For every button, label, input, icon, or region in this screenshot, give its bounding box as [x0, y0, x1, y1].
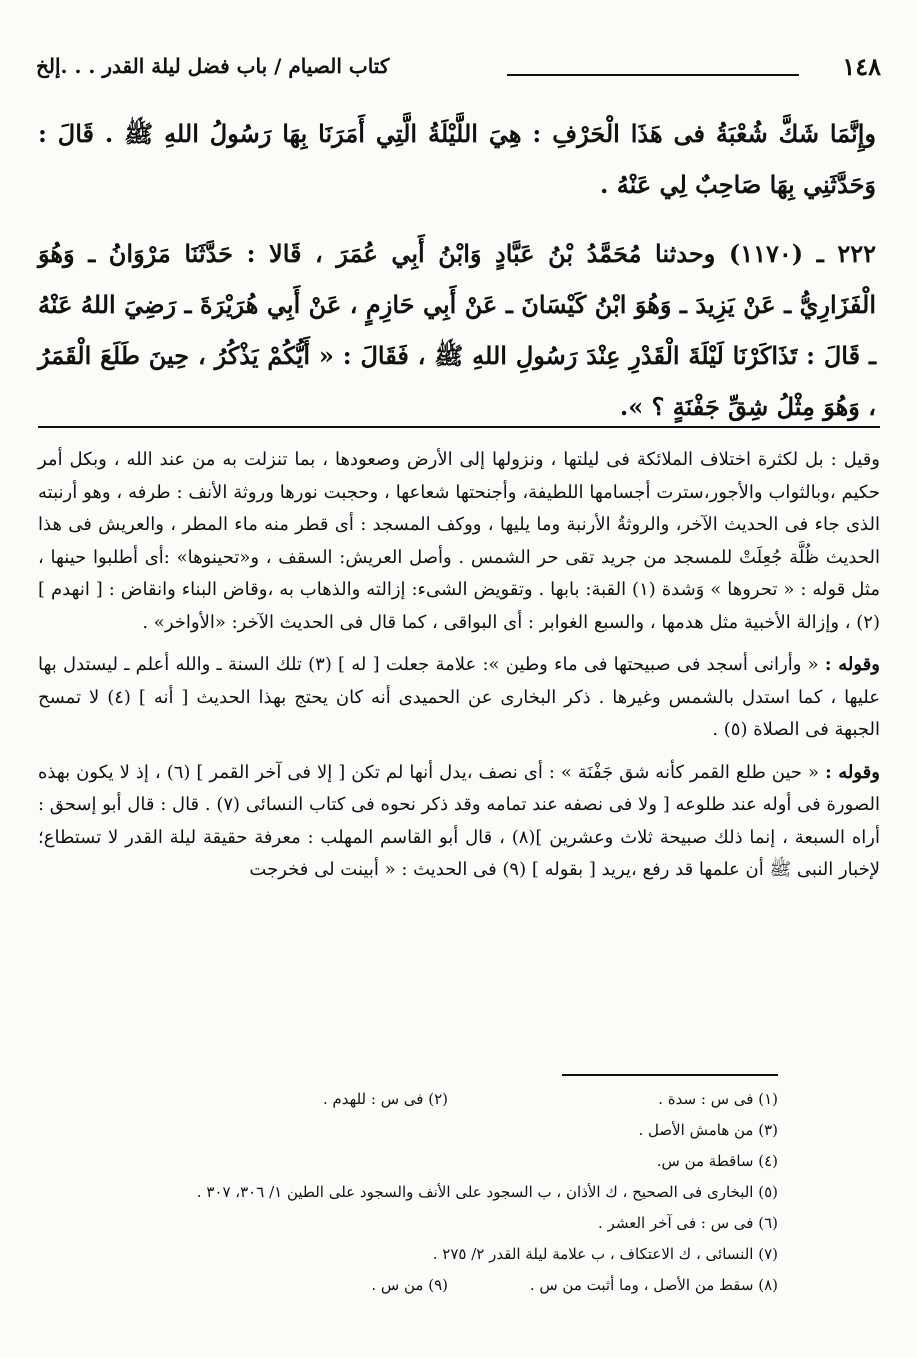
footnote: (٣) من هامش الأصل . [638, 1121, 778, 1139]
text-divider [38, 426, 880, 428]
header-rule [507, 74, 799, 76]
running-header [36, 52, 881, 92]
paragraph-body: « وأرانى أسجد فى صبيحتها فى ماء وطين »: علامة جعلت [ له ] (٣) تلك السنة ـ والله أعلم ـ ليستدل بها عليها ، كما استدل بالشمس وغيرها . ذكر البخارى عن الحميدى أنه كان يحتج بهذا الحديث [ أنه ] (٤) لا تمسح الجبهة فى الصلاة (٥) . [38, 654, 880, 740]
footnote-row [150, 1115, 778, 1146]
footnotes [150, 1084, 778, 1301]
footnote-divider [562, 1074, 778, 1076]
footnote-row [150, 1146, 778, 1177]
commentary-paragraph [38, 649, 880, 747]
footnote-row [150, 1177, 778, 1208]
paragraph-lead: وقوله : [824, 654, 880, 675]
paragraph-body: « حين طلع القمر كأنه شق جَفْنَة » : أى نصف ،يدل أنها لم تكن [ إلا فى آخر القمر ] (٦) ، إذ لا يكون بهذه الصورة فى أوله عند طلوعه [ ولا فى نصفه عند تمامه وقد ذكر نحوه فى كتاب النسائى (٧) . قال : قال أبو إسحق : أراه السبعة ، إنما ذلك صبيحة ثلاث وعشرين ](٨) ، قال أبو القاسم المهلب : معرفة حقيقة ليلة القدر لا تستطاع؛ لإخبار النبى ﷺ أن علمها قد رفع ،يريد [ بقوله ] (٩) فى الحديث : « أبينت لى فخرجت [38, 761, 880, 880]
footnote: (٩) من س . [371, 1276, 448, 1294]
page-number: ١٤٨ [842, 52, 881, 81]
footnote-row [150, 1239, 778, 1270]
hadith-text [38, 108, 876, 432]
running-title: كتاب الصيام / باب فضل ليلة القدر . . .إلخ [36, 54, 390, 78]
footnote: (٨) سقط من الأصل ، وما أثبت من س . [529, 1276, 778, 1294]
footnote: (٤) ساقطة من س. [656, 1152, 778, 1170]
footnote: (٥) البخارى فى الصحيح ، ك الأذان ، ب السجود على الأنف والسجود على الطين ١/ ٣٠٦، ٣٠٧ . [196, 1183, 778, 1201]
commentary-paragraph [38, 444, 880, 639]
footnote: (١) فى س : سدة . [658, 1090, 778, 1108]
footnote: (٧) النسائى ، ك الاعتكاف ، ب علامة ليلة القدر ٢/ ٢٧٥ . [432, 1245, 778, 1263]
footnote: (٦) فى س : فى آخر العشر . [598, 1214, 778, 1232]
paragraph-lead: وقوله : [825, 761, 880, 783]
hadith-continuation: وإِنَّمَا شَكَّ شُعْبَةُ فى هَذَا الْحَرْفِ : هِيَ اللَّيْلَةُ الَّتِي أَمَرَنَا بِهَا رَسُولُ اللهِ ﷺ . قَالَ : وَحَدَّثَنِي بِهَا صَاحِبٌ لِي عَنْهُ . [38, 119, 876, 199]
hadith-222: ٢٢٢ ـ (١١٧٠) وحدثنا مُحَمَّدُ بْنُ عَبَّادٍ وَابْنُ أَبِي عُمَرَ ، قَالا : حَدَّثَنَا مَرْوَانُ ـ وَهُوَ الْفَزَارِيُّ ـ عَنْ يَزِيدَ ـ وَهُوَ ابْنُ كَيْسَانَ ـ عَنْ أَبِي حَازِمٍ ، عَنْ أَبِي هُرَيْرَةَ ـ رَضِيَ اللهُ عَنْهُ ـ قَالَ : تَذَاكَرْنَا لَيْلَةَ الْقَدْرِ عِنْدَ رَسُولِ اللهِ ﷺ ، فَقَالَ : « أَيُّكُمْ يَذْكُرُ ، حِينَ طَلَعَ الْقَمَرُ ، وَهُوَ مِثْلُ شِقِّ جَفْنَةٍ ؟ ». [38, 239, 876, 421]
footnote-row [150, 1208, 778, 1239]
footnote-row [150, 1084, 778, 1115]
footnote-row [150, 1270, 778, 1301]
commentary-paragraph [38, 757, 880, 887]
paragraph-body: وقيل : بل لكثرة اختلاف الملائكة فى ليلتها ، ونزولها إلى الأرض وصعودها ، بما تنزلت به من عند الله ، وبكل أمر حكيم ،وبالثواب والأجور،سترت أجسامها اللطيفة، وأجنحتها شعاعها ، وحجبت نورها وروثة الأنف : طرفه ، وهو أرنبته الذى جاء فى الحديث الآخر، والروثةُ الأرنبة وما يليها ، ووكف المسجد : أى قطر منه ماء المطر ، والعريش فى هذا الحديث ظُلَّة جُعِلَتْ للمسجد من جريد تقى حر الشمس . وأصل العريش: السقف ، و«تحينوها» :أى أطلبوا حينها ، مثل قوله : « تحروها » وَشدة (١) القبة: بابها . وتقويض الشىء: إزالته والذهاب به ،وقاض البناء وانقاض : [ انهدم ] (٢) ، وإزالة الأخبية مثل هدمها ، والسبع الغوابر : أى البواقى ، كما قال فى الحديث الآخر: «الأواخر» . [38, 449, 880, 633]
commentary [38, 444, 880, 897]
footnote: (٢) فى س : للهدم . [322, 1090, 448, 1108]
